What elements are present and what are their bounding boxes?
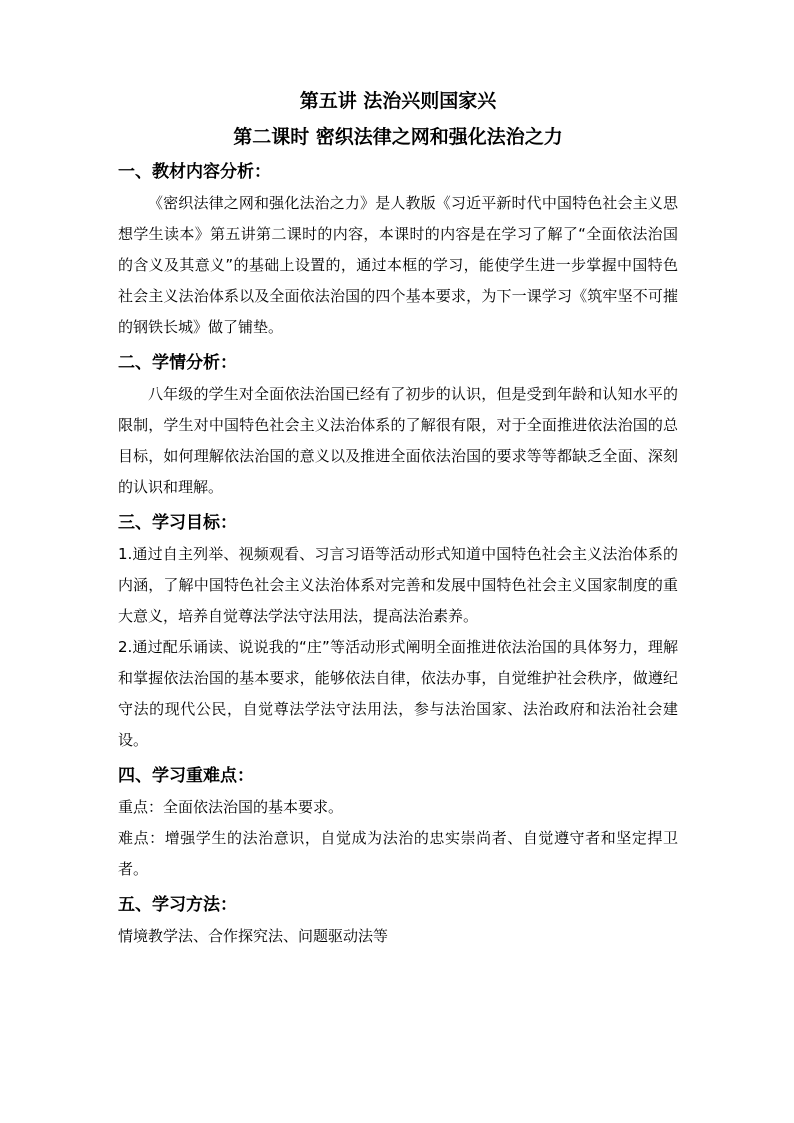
- section-paragraph: 《密织法律之网和强化法治之力》是人教版《习近平新时代中国特色社会主义思想学生读本》第五讲第二课时的内容，本课时的内容是在学习了解了“全面依法治国的含义及其意义”的基础上设置的，通过本框的学习，能使学生进一步掌握中国特色社会主义法治体系以及全面依法治国的四个基本要求，为下一课学习《筑牢坚不可摧的钢铁长城》做了铺垫。: [118, 194, 678, 336]
- section-student-analysis: [118, 351, 678, 503]
- section-heading: 五、学习方法：: [118, 895, 237, 915]
- section-learning-methods: [118, 893, 678, 952]
- document-title: 第五讲 法治兴则国家兴: [299, 90, 497, 112]
- section-paragraph: 八年级的学生对全面依法治国已经有了初步的认识，但是受到年龄和认知水平的限制，学生对中国特色社会主义法治体系的了解很有限，对于全面推进依法治国的总目标，如何理解依法治国的意义以及推进全面依法治国的要求等等都缺乏全面、深刻的认识和理解。: [118, 385, 678, 496]
- section-heading: 四、学习重难点：: [118, 766, 254, 786]
- section-paragraph: 重点：全面依法治国的基本要求。: [118, 798, 344, 816]
- section-paragraph: 难点：增强学生的法治意识，自觉成为法治的忠实崇尚者、自觉遵守者和坚定捍卫者。: [118, 829, 678, 878]
- section-paragraph: 2.通过配乐诵读、说说我的“庄”等活动形式阐明全面推进依法治国的具体努力，理解和掌握依法治国的基本要求，能够依法自律，依法办事，自觉维护社会秩序，做遵纪守法的现代公民，自觉尊法学法守法用法，参与法治国家、法治政府和法治社会建设。: [118, 638, 678, 749]
- section-heading: 三、学习目标：: [118, 513, 237, 533]
- section-heading: 一、教材内容分析：: [118, 162, 271, 182]
- section-paragraph: 1.通过自主列举、视频观看、习言习语等活动形式知道中国特色社会主义法治体系的内涵，了解中国特色社会主义法治体系对完善和发展中国特色社会主义国家制度的重大意义，培养自觉尊法学法守法用法，提高法治素养。: [118, 545, 678, 625]
- section-paragraph: 情境教学法、合作探究法、问题驱动法等: [118, 927, 389, 945]
- section-learning-goals: [118, 511, 678, 756]
- document-page: [118, 88, 678, 952]
- document-subtitle: 第二课时 密织法律之网和强化法治之力: [233, 126, 563, 148]
- section-textbook-analysis: [118, 160, 678, 343]
- section-key-points: [118, 764, 678, 885]
- section-heading: 二、学情分析：: [118, 353, 237, 373]
